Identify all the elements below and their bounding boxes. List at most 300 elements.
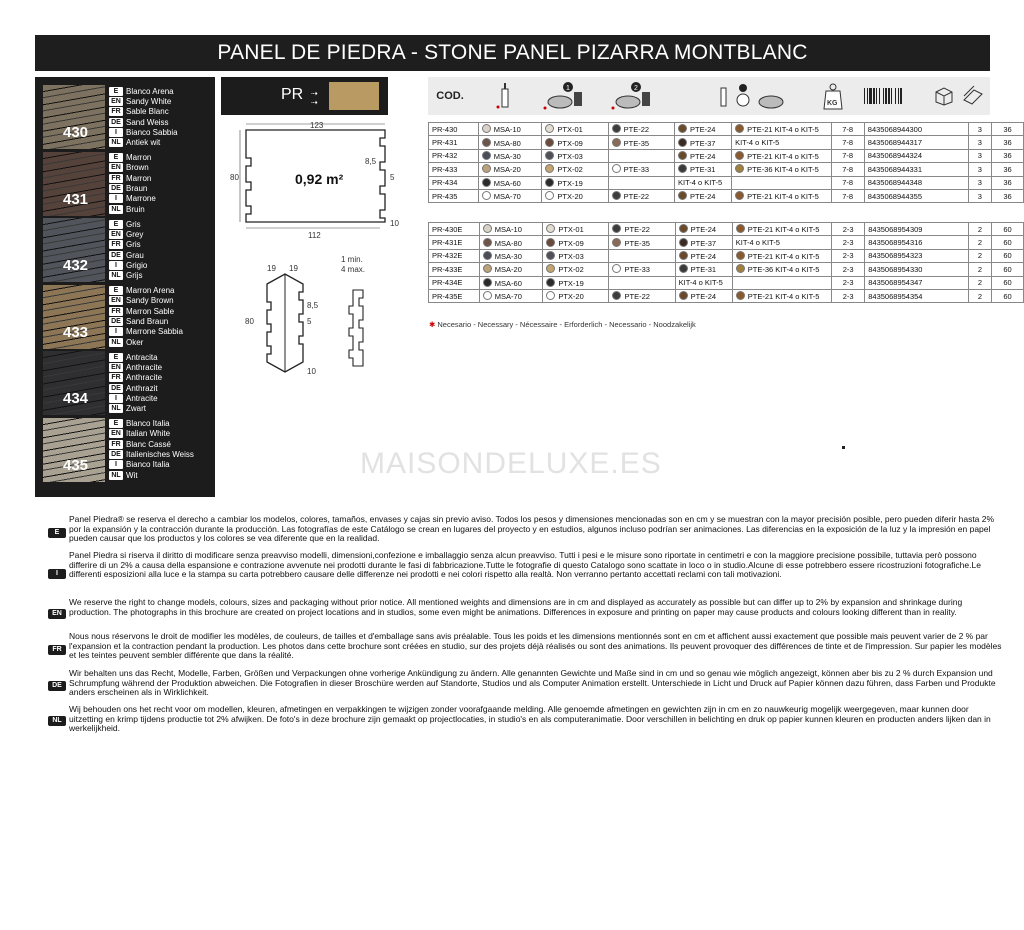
- color-name: Blanco Italia: [126, 419, 170, 429]
- color-dot-icon: [736, 291, 745, 300]
- color-dot-icon: [546, 251, 555, 260]
- weight-kg-icon: [820, 77, 846, 115]
- table-cell-n1: [968, 289, 991, 302]
- cell-text: PTE-22: [624, 225, 650, 235]
- disclaimer-en: [35, 598, 990, 630]
- table-cell-n1: [968, 263, 991, 276]
- color-dot-icon: [679, 251, 688, 260]
- table-cell-ean: [864, 176, 968, 189]
- cell-text: 8435068954323: [868, 251, 923, 261]
- swatch-name-row: [109, 429, 219, 439]
- cell-text: 7-8: [842, 164, 854, 174]
- cell-text: MSA-20: [494, 265, 522, 275]
- cell-text: 60: [1003, 224, 1012, 234]
- table-cell-c5: [732, 163, 831, 176]
- table-cell-n2: [992, 276, 1024, 289]
- table-cell-n1: [968, 223, 991, 236]
- language-tag: DE: [109, 251, 123, 260]
- table-cell-code: [429, 263, 480, 276]
- cell-text: PTE-21 KIT-4 o KIT-5: [747, 151, 819, 161]
- table-cell-c5: [732, 123, 831, 136]
- table-row: [429, 223, 1024, 236]
- table-cell-n1: [968, 149, 991, 162]
- swatch-name-row: [109, 383, 219, 393]
- language-tag: FR: [109, 240, 123, 249]
- cell-text: PTE-37: [690, 238, 717, 248]
- stone-texture-image: [43, 218, 105, 282]
- swatch-name-row: [109, 153, 219, 163]
- cell-text: PR-435E: [432, 291, 463, 301]
- necessary-text: Necesario - Necessary - Nécessaire - Erforderlich - Necessario - Noodzakelijk: [437, 320, 696, 329]
- language-tag: DE: [109, 118, 123, 127]
- dim-height: 80: [230, 173, 239, 182]
- color-dot-icon: [612, 224, 621, 233]
- table-header-icons: [428, 77, 990, 115]
- product-table-panels: [428, 122, 1024, 203]
- corner-notch2: 5: [307, 317, 312, 326]
- cell-text: KIT-4 o KIT-5: [677, 178, 723, 188]
- table-cell-code: [429, 289, 480, 302]
- cell-text: MSA-80: [493, 138, 521, 148]
- color-dot-icon: [483, 238, 492, 247]
- table-row: [429, 163, 1024, 176]
- cell-text: 2-3: [842, 251, 854, 261]
- language-tag: E: [109, 220, 123, 229]
- table-cell-code: [429, 223, 480, 236]
- mortar-step2-icon: [608, 77, 662, 115]
- color-dot-icon: [546, 264, 555, 273]
- color-name: Gris: [126, 240, 141, 250]
- disclaimer-text: Wij behouden ons het recht voor om modellen, kleuren, afmetingen en verpakkingen te wijzigen zonder voorafgaande melding. Alle genoemde afmetingen en gewichten zijn in cm en zo nauwkeurig mogelijk weergegeven, maar kunnen door uitzetting en krimp tijdens productie tot 2% afwijken. De foto's in deze brochure zijn gemaakt op projectlocaties, in studio's en als computeranimatie. Door verschillen in belichting en druk op papier kunnen kleuren en producten anders lijken dan in werkelijkheid.: [69, 704, 991, 734]
- barcode-bar: [873, 88, 875, 104]
- color-dot-icon: [679, 224, 688, 233]
- swatch-name-row: [109, 403, 219, 413]
- table-cell-ptx: [542, 163, 608, 176]
- table-cell-n1: [968, 176, 991, 189]
- kg-label: KG: [827, 100, 838, 107]
- table-cell-n1: [968, 163, 991, 176]
- cell-text: 3: [977, 191, 982, 201]
- table-cell-n2: [992, 149, 1024, 162]
- color-dot-icon: [736, 224, 745, 233]
- swatch-name-row: [109, 373, 219, 383]
- color-dot-icon: [546, 224, 555, 233]
- cell-text: PTE-33: [624, 265, 650, 275]
- language-tag: E: [109, 153, 123, 162]
- language-tag: EN: [109, 363, 123, 372]
- color-dot-icon: [546, 278, 555, 287]
- table-cell-ean: [865, 289, 969, 302]
- table-cell-ptx: [542, 123, 608, 136]
- color-dot-icon: [612, 238, 621, 247]
- table-cell-pte: [609, 223, 675, 236]
- language-tag: FR: [109, 373, 123, 382]
- required-star-icon: ✱: [429, 320, 438, 329]
- table-cell-code: [429, 149, 479, 162]
- color-name: Grigio: [126, 260, 148, 270]
- cell-text: PTX-03: [557, 151, 583, 161]
- table-cell-c4: [674, 176, 731, 189]
- color-name: Sand Weiss: [126, 117, 169, 127]
- svg-text:2: 2: [634, 85, 638, 92]
- cell-text: PTX-19: [558, 278, 584, 288]
- small-dot: [842, 446, 845, 449]
- cell-text: 36: [1003, 151, 1012, 161]
- table-cell-pte: [608, 149, 674, 162]
- barcode-bar: [883, 88, 884, 104]
- cell-text: 3: [977, 164, 982, 174]
- cell-text: 8435068954354: [868, 291, 923, 301]
- color-name: Sandy White: [126, 96, 172, 106]
- swatch-435: [43, 418, 215, 482]
- color-name: Wit: [126, 470, 138, 480]
- language-tag: NL: [109, 138, 123, 147]
- color-name: Marrone Sabbia: [126, 327, 183, 337]
- table-cell-code: [429, 189, 479, 202]
- table-cell-msa: [479, 263, 543, 276]
- cell-text: 60: [1003, 251, 1012, 261]
- cell-text: PR-431E: [432, 238, 463, 248]
- cell-text: MSA-30: [493, 151, 521, 161]
- disclaimer-i: [35, 551, 990, 597]
- disclaimer-text: Panel Piedra® se reserva el derecho a cambiar los modelos, colores, tamaños, envases y cajas sin previo aviso. Todos los pesos y dimensiones mencionadas son en cm y se muestran con la mayor precisión posible, pero pueden diferir hasta 2% por la expansión y la contracción durante la producción. Las fotografías de este Catálogo se crean en lugares del proyecto y en estudios, algunos incluso podrían ser animaciones. Las diferencias en la exposición de la luz y la impresión en papel pueden causar que los productos y los colores se vea diferente que en la realidad.: [69, 514, 995, 544]
- color-dot-icon: [482, 138, 491, 147]
- color-dot-icon: [483, 264, 492, 273]
- language-tag: DE: [109, 184, 123, 193]
- table-cell-pte: [608, 176, 674, 189]
- table-cell-ean: [865, 223, 969, 236]
- cell-text: MSA-10: [493, 125, 521, 135]
- table-cell-kg: [832, 263, 865, 276]
- color-dot-icon: [482, 151, 491, 160]
- table-cell-ptx: [543, 289, 609, 302]
- swatch-name-row: [109, 260, 219, 270]
- cell-text: MSA-70: [493, 192, 521, 202]
- cell-text: PTE-37: [689, 138, 716, 148]
- color-dot-icon: [612, 124, 621, 133]
- swatch-name-row: [109, 327, 219, 337]
- table-cell-code: [429, 249, 480, 262]
- table-cell-ean: [865, 249, 969, 262]
- disclaimer-text: Panel Piedra si riserva il diritto di modificare senza preavviso modelli, dimensioni,confezione e imballaggio senza alcun preavviso. Tutti i pesi e le misure sono riportate in centimetri e con la maggiore precisione possibile, tuttavia però possono differire di un 2% a causa della espansione e contrazione avvenute nei prodotti durante le fasi di fabbricazione.Tutte le fotografie di questo Catalogo sono scattate in loco o in studio.Alcune di esse potrebbero essere ricostruzioni fotografiche.Le differenti esposizioni alla luce e la stampa su carta potrebbero causare delle differenze nei prodotti e nei colori rispetto alla realtà. Non verranno pertanto accettati reclami con tali motivazioni.: [69, 550, 981, 580]
- swatch-name-row: [109, 250, 219, 260]
- language-tag: E: [109, 419, 123, 428]
- cell-text: PTE-24: [689, 192, 716, 202]
- barcode-bar: [864, 88, 865, 104]
- language-tag: I: [109, 261, 123, 270]
- cell-text: PTE-22: [623, 125, 650, 135]
- swatch-name-row: [109, 219, 219, 229]
- color-name: Anthracite: [126, 373, 163, 383]
- color-name: Antracita: [126, 352, 158, 362]
- swatch-name-row: [109, 229, 219, 239]
- color-dot-icon: [678, 138, 687, 147]
- color-name: Anthrazit: [126, 383, 158, 393]
- stone-texture-image: [43, 85, 105, 149]
- table-cell-c4: [675, 236, 732, 249]
- color-name: Zwart: [126, 404, 146, 414]
- table-cell-pte: [609, 263, 675, 276]
- table-cell-ean: [864, 149, 968, 162]
- cell-text: 7-8: [842, 124, 854, 134]
- swatch-430: [43, 85, 215, 149]
- table-cell-ean: [864, 163, 968, 176]
- cell-text: PTE-22: [624, 292, 650, 302]
- cell-text: 2-3: [842, 238, 854, 248]
- table-cell-msa: [479, 289, 543, 302]
- color-dot-icon: [545, 138, 554, 147]
- language-tag: I: [109, 394, 123, 403]
- watermark: MAISONDELUXE.ES: [360, 447, 662, 480]
- dim-notch: 8,5: [365, 157, 377, 166]
- table-cell-msa: [479, 276, 543, 289]
- table-cell-n2: [992, 289, 1024, 302]
- cell-text: KIT-4 o KIT-5: [735, 138, 780, 148]
- color-dot-icon: [546, 238, 555, 247]
- cell-text: PTX-03: [558, 251, 584, 261]
- cell-text: PTE-21 KIT-4 o KIT-5: [747, 251, 820, 261]
- language-tag: NL: [109, 205, 123, 214]
- barcode-bar: [879, 88, 880, 104]
- table-cell-code: [429, 136, 479, 149]
- disclaimer-fr: [35, 631, 1002, 668]
- color-name: Braun: [126, 184, 148, 194]
- table-cell-n1: [968, 123, 991, 136]
- panel-area: 0,92 m²: [295, 171, 344, 187]
- color-name: Oker: [126, 337, 144, 347]
- cell-text: PR-433E: [432, 264, 463, 274]
- cell-text: 36: [1003, 138, 1012, 148]
- color-dot-icon: [735, 191, 744, 200]
- cell-text: PR-434: [432, 178, 458, 188]
- cell-text: 7-8: [842, 191, 854, 201]
- cell-text: MSA-60: [494, 278, 522, 288]
- color-dot-icon: [678, 124, 687, 133]
- color-dot-icon: [679, 291, 688, 300]
- language-tag: DE: [109, 450, 123, 459]
- cell-text: 60: [1003, 291, 1012, 301]
- color-dot-icon: [482, 178, 491, 187]
- table-row: [429, 123, 1024, 136]
- cell-text: PTX-02: [558, 265, 584, 275]
- cell-text: PR-432: [432, 151, 458, 161]
- cell-text: MSA-60: [493, 178, 521, 188]
- table-cell-c4: [675, 249, 732, 262]
- table-row: [429, 189, 1024, 202]
- header-cod: COD.: [436, 90, 464, 102]
- language-tag: I: [109, 128, 123, 137]
- table-cell-c4: [674, 149, 731, 162]
- joint-min: 1 min.: [341, 255, 363, 264]
- table-cell-c5: [732, 289, 831, 302]
- cell-text: PTE-21 KIT-4 o KIT-5: [747, 292, 820, 302]
- color-name: Blanco Arena: [126, 86, 174, 96]
- table-cell-msa: [478, 176, 542, 189]
- cell-text: MSA-70: [494, 292, 522, 302]
- stone-texture-image: [43, 285, 105, 349]
- mortar-step1-icon: [540, 77, 594, 115]
- table-cell-ptx: [542, 136, 608, 149]
- language-tag: DE: [109, 384, 123, 393]
- cell-text: MSA-80: [494, 238, 522, 248]
- cell-text: 8435068944317: [867, 138, 923, 148]
- cell-text: 2-3: [842, 278, 854, 288]
- language-tag: I: [109, 194, 123, 203]
- swatch-number: 430: [63, 124, 89, 141]
- cell-text: 2: [977, 251, 983, 261]
- cell-text: PTE-24: [690, 292, 717, 302]
- corner-w1: 19: [267, 264, 276, 273]
- arrow-icon: ⇢ ⇢: [311, 89, 318, 107]
- finishing-kit-icon: [710, 77, 800, 115]
- swatch-name-row: [109, 337, 219, 347]
- cell-text: KIT-4 o KIT-5: [678, 278, 723, 288]
- color-dot-icon: [612, 191, 621, 200]
- swatch-number: 435: [63, 456, 89, 474]
- table-cell-n1: [968, 276, 991, 289]
- table-cell-ean: [865, 276, 969, 289]
- table-cell-ptx: [542, 189, 608, 202]
- pr-label: PR: [281, 86, 304, 103]
- cell-text: 8435068944355: [867, 191, 923, 201]
- swatch-433: [43, 285, 215, 349]
- table-cell-ean: [864, 123, 968, 136]
- table-cell-kg: [832, 223, 865, 236]
- cell-text: PTE-36 KIT-4 o KIT-5: [747, 165, 819, 175]
- table-cell-n1: [968, 189, 991, 202]
- barcode-bar: [900, 88, 902, 104]
- swatch-432: [43, 218, 215, 282]
- table-row: [429, 176, 1024, 189]
- color-name: Marron: [126, 153, 152, 163]
- color-name: Bianco Sabbia: [126, 127, 178, 137]
- color-dot-icon: [735, 151, 744, 160]
- cell-text: MSA-20: [493, 165, 521, 175]
- color-dot-icon: [735, 124, 744, 133]
- cell-text: PTE-24: [690, 251, 717, 261]
- cell-text: 36: [1003, 164, 1012, 174]
- cell-text: 2: [977, 224, 983, 234]
- cell-text: PTE-35: [623, 138, 650, 148]
- color-dot-icon: [735, 164, 744, 173]
- color-dot-icon: [483, 224, 492, 233]
- color-name: Grijs: [126, 271, 143, 281]
- table-cell-msa: [478, 189, 542, 202]
- color-dot-icon: [612, 164, 621, 173]
- swatch-name-row: [109, 470, 219, 480]
- stone-texture-image: [43, 418, 105, 482]
- color-dot-icon: [612, 138, 621, 147]
- table-cell-msa: [478, 149, 542, 162]
- table-cell-c4: [675, 263, 732, 276]
- table-cell-c4: [674, 123, 731, 136]
- table-cell-n2: [992, 136, 1024, 149]
- table-cell-ean: [865, 236, 969, 249]
- table-cell-c4: [675, 223, 732, 236]
- language-tag: I: [109, 327, 123, 336]
- swatch-431: [43, 152, 215, 216]
- table-cell-msa: [478, 136, 542, 149]
- corner-drawing: [245, 255, 385, 382]
- table-cell-code: [429, 276, 480, 289]
- cell-text: PTX-01: [557, 125, 583, 135]
- color-dot-icon: [545, 124, 554, 133]
- language-tag: DE: [109, 317, 123, 326]
- color-name: Antracite: [126, 393, 158, 403]
- table-cell-c4: [674, 163, 731, 176]
- barcode-icon: [860, 77, 924, 115]
- dim-width-bottom: 112: [308, 231, 321, 240]
- language-tag: EN: [109, 97, 123, 106]
- color-dot-icon: [483, 251, 492, 260]
- cell-text: KIT-4 o KIT-5: [735, 238, 780, 248]
- swatch-name-row: [109, 96, 219, 106]
- swatch-name-row: [109, 460, 219, 470]
- cell-text: PTE-21 KIT-4 o KIT-5: [747, 225, 820, 235]
- color-name: Sand Braun: [126, 317, 169, 327]
- swatch-name-row: [109, 419, 219, 429]
- table-cell-c4: [675, 276, 732, 289]
- swatch-name-row: [109, 240, 219, 250]
- cell-text: PR-430E: [432, 224, 463, 234]
- table-cell-n2: [992, 223, 1024, 236]
- table-cell-kg: [831, 149, 864, 162]
- cell-text: PTE-35: [624, 238, 650, 248]
- stone-texture-image: [43, 351, 105, 415]
- cell-text: 7-8: [842, 151, 854, 161]
- language-flag: NL: [48, 716, 66, 726]
- color-name: Grey: [126, 229, 144, 239]
- color-dot-icon: [678, 151, 687, 160]
- sealant-tube-icon: [490, 77, 520, 115]
- table-cell-ptx: [543, 263, 609, 276]
- cell-text: 2: [977, 238, 983, 248]
- cell-text: 8435068944331: [867, 164, 923, 174]
- table-row: [429, 136, 1024, 149]
- table-cell-kg: [832, 276, 865, 289]
- cell-text: 2-3: [842, 224, 854, 234]
- swatch-name-row: [109, 393, 219, 403]
- cell-text: 7-8: [842, 138, 854, 148]
- swatch-name-row: [109, 183, 219, 193]
- cell-text: 8435068944348: [867, 178, 923, 188]
- color-dot-icon: [482, 191, 491, 200]
- table-cell-c4: [674, 189, 731, 202]
- product-table-corners: [428, 222, 1024, 303]
- swatch-number: 434: [63, 390, 89, 407]
- page-title: PANEL DE PIEDRA - STONE PANEL PIZARRA MONTBLANC: [35, 35, 990, 71]
- table-cell-c5: [732, 223, 831, 236]
- cell-text: PR-435: [432, 191, 458, 201]
- table-cell-c4: [675, 289, 732, 302]
- color-dot-icon: [678, 191, 687, 200]
- cell-text: PR-432E: [432, 251, 463, 261]
- table-cell-ean: [864, 136, 968, 149]
- table-cell-c4: [674, 136, 731, 149]
- swatch-name-row: [109, 127, 219, 137]
- barcode-bar: [891, 88, 892, 104]
- corner-notch: 8,5: [307, 301, 319, 310]
- cell-text: PTE-33: [623, 165, 650, 175]
- color-name: Marron: [126, 173, 152, 183]
- cell-text: 3: [977, 178, 982, 188]
- language-tag: FR: [109, 440, 123, 449]
- color-name: Marron Arena: [126, 286, 175, 296]
- barcode-bar: [867, 88, 868, 104]
- table-cell-n1: [968, 136, 991, 149]
- cell-text: 7-8: [842, 178, 854, 188]
- color-dot-icon: [736, 264, 745, 273]
